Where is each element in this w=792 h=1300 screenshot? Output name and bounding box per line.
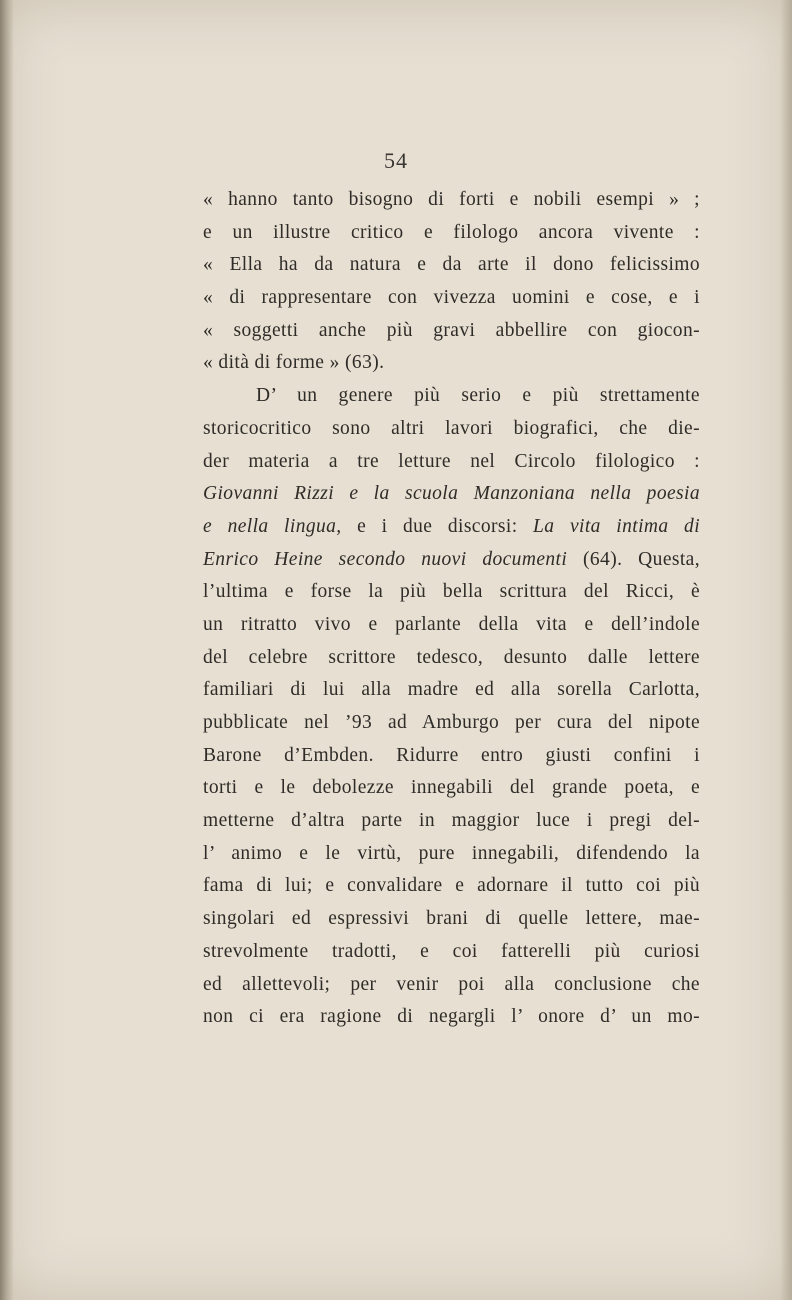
text-line: pubblicate nel ’93 ad Amburgo per cura del nipote: [203, 712, 700, 733]
roman-text: (64). Questa,: [583, 548, 701, 570]
text-line: l’ animo e le virtù, pure innegabili, difendendo la: [203, 842, 700, 864]
italic-title: e nella lingua,: [203, 515, 342, 537]
text-line: « Ella ha da natura e da arte il dono felicissimo: [203, 254, 700, 276]
text-line: metterne d’altra parte in maggior luce i pregi del-: [203, 810, 700, 832]
text-line: l’ultima e forse la più bella scrittura del Ricci, è: [203, 581, 700, 603]
text-line: der materia a tre letture nel Circolo filologico :: [203, 450, 700, 472]
text-line: Barone d’Embden. Ridurre entro giusti confini i: [203, 744, 700, 766]
text-line: strevolmente tradotti, e coi fatterelli più curiosi: [203, 940, 700, 962]
text-line: ed allettevoli; per venir poi alla conclusione che: [203, 973, 700, 995]
text-line: « di rappresentare con vivezza uomini e cose, e i: [203, 287, 700, 309]
text-line: un ritratto vivo e parlante della vita e dell’indole: [203, 613, 700, 635]
body-text: [203, 184, 700, 1034]
italic-title: Giovanni Rizzi e la scuola Manzoniana nella poesia: [203, 483, 700, 505]
text-line: « dità di forme » (63).: [203, 352, 385, 374]
text-line: storicocritico sono altri lavori biografici, che die-: [203, 417, 700, 439]
italic-title: La vita intima di: [533, 515, 701, 537]
text-line: singolari ed espressivi brani di quelle lettere, mae-: [203, 908, 700, 930]
text-line: fama di lui; e convalidare e adornare il tutto coi più: [203, 875, 700, 897]
text-line: familiari di lui alla madre ed alla sorella Carlotta,: [203, 679, 700, 701]
text-line: « soggetti anche più gravi abbellire con giocon-: [203, 319, 700, 341]
italic-title: Enrico Heine secondo nuovi documenti: [203, 548, 568, 570]
text-line: torti e le debolezze innegabili del grande poeta, e: [203, 777, 700, 799]
text-line: del celebre scrittore tedesco, desunto dalle lettere: [203, 646, 700, 668]
roman-text: e i due discorsi:: [357, 515, 518, 537]
page-number: 54: [384, 148, 408, 173]
page-edge-right: [780, 0, 792, 1300]
page-edge-left: [0, 0, 14, 1300]
text-line-mixed: [203, 511, 700, 544]
text-line: e un illustre critico e filologo ancora vivente :: [203, 221, 700, 243]
text-line: D’ un genere più serio e più strettamente: [256, 385, 700, 407]
text-line-mixed: [203, 544, 700, 577]
text-line-italic: [203, 478, 700, 511]
text-line: « hanno tanto bisogno di forti e nobili esempi » ;: [203, 189, 700, 210]
text-line: non ci era ragione di negargli l’ onore d’ un mo-: [203, 1006, 700, 1028]
